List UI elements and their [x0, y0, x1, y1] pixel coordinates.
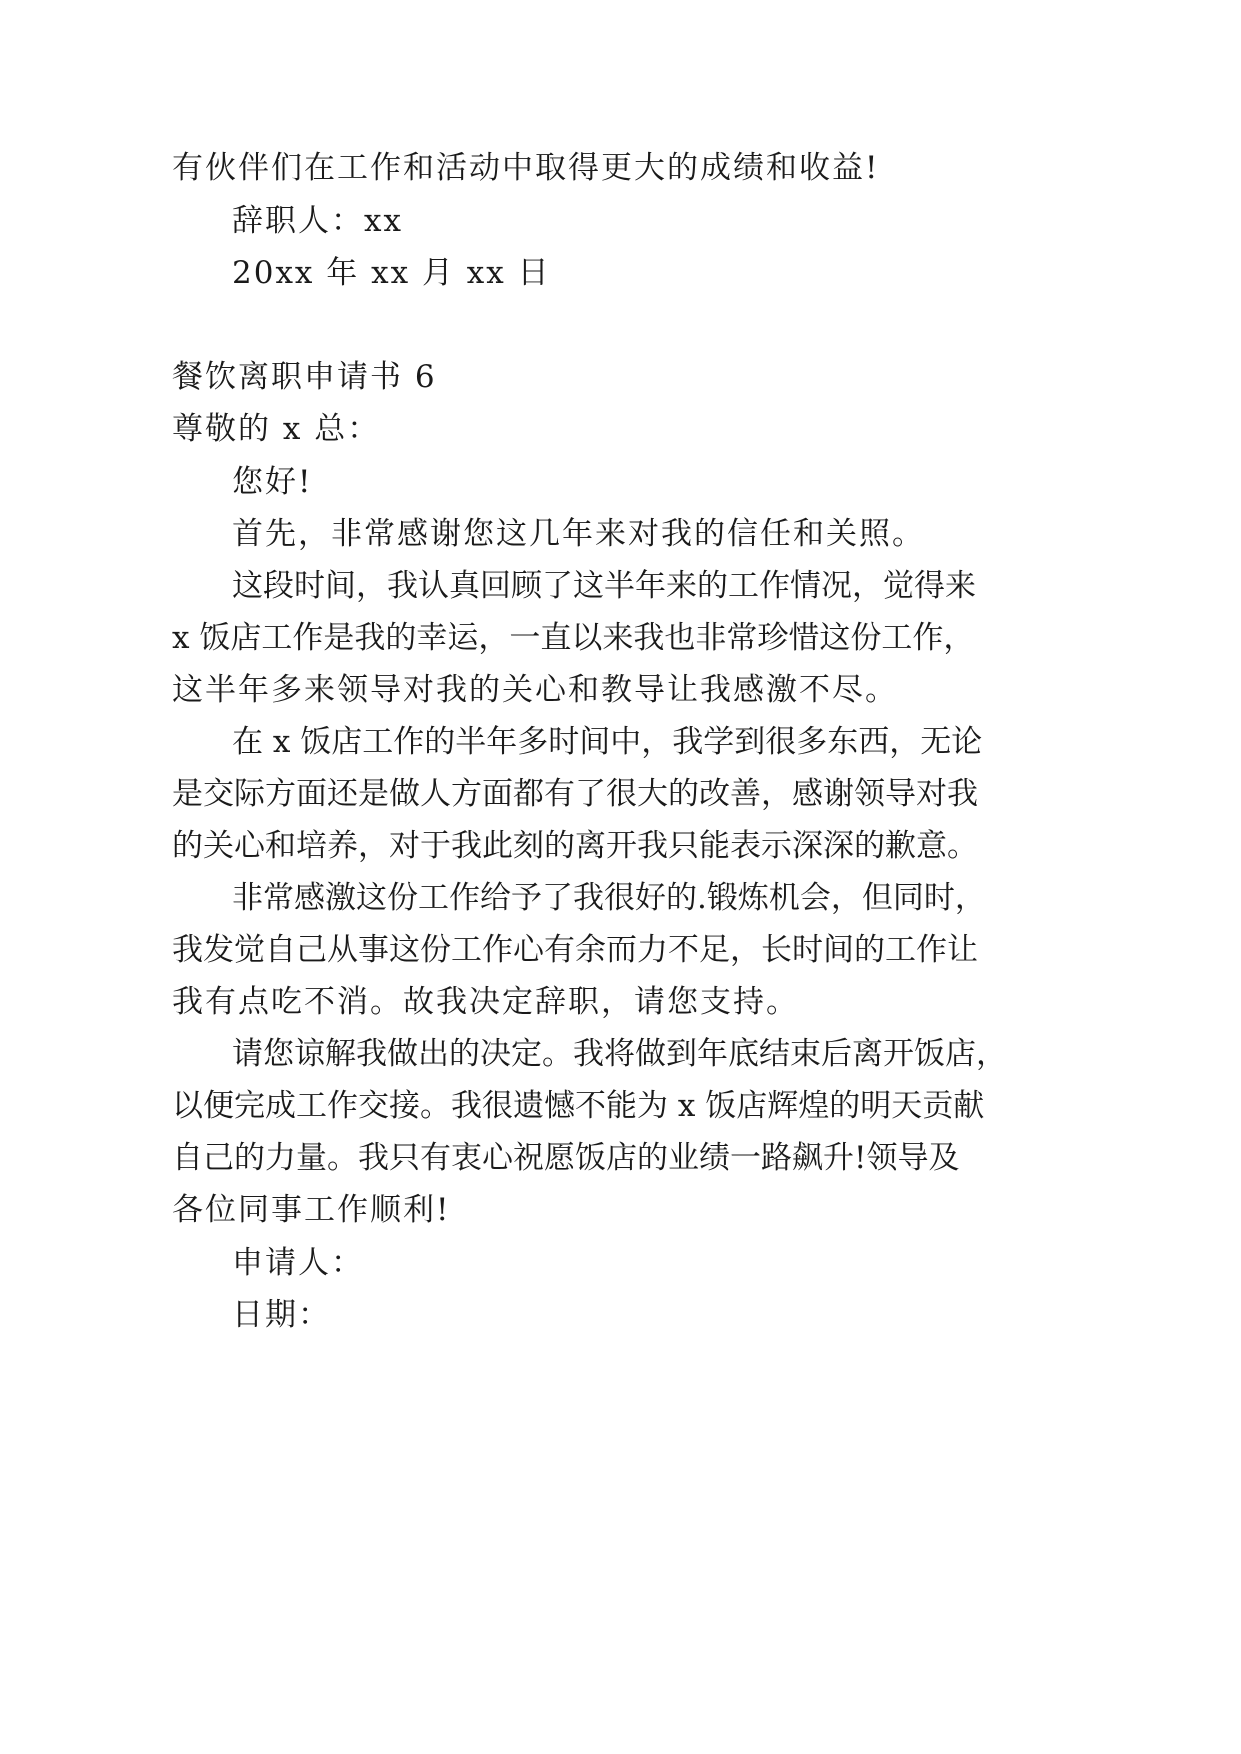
paragraph-4-line-1: 非常感激这份工作给予了我很好的.锻炼机会，但同时，: [232, 880, 986, 916]
paragraph-5-line-1: 请您谅解我做出的决定。我将做到年底结束后离开饭店，: [232, 1036, 1007, 1072]
paragraph-4-line-3: 我有点吃不消。故我决定辞职，请您支持。: [172, 984, 799, 1020]
paragraph-2-line-1: 这段时间，我认真回顾了这半年来的工作情况，觉得来: [232, 568, 976, 604]
paragraph-5-line-4: 各位同事工作顺利!: [172, 1192, 451, 1228]
previous-letter-closing-line: 有伙伴们在工作和活动中取得更大的成绩和收益!: [172, 150, 880, 186]
date-label: 日期：: [232, 1297, 331, 1333]
greeting: 您好!: [232, 464, 313, 500]
previous-letter-date: 20xx 年 xx 月 xx 日: [232, 255, 551, 291]
paragraph-5-line-3: 自己的力量。我只有衷心祝愿饭店的业绩一路飙升!领导及: [172, 1140, 960, 1176]
paragraph-3-line-1: 在 x 饭店工作的半年多时间中，我学到很多东西，无论: [232, 724, 983, 760]
paragraph-5-line-2: 以便完成工作交接。我很遗憾不能为 x 饭店辉煌的明天贡献: [172, 1088, 985, 1124]
paragraph-2-line-2: x 饭店工作是我的幸运，一直以来我也非常珍惜这份工作，: [172, 620, 975, 656]
letter-title: 餐饮离职申请书 6: [172, 359, 437, 395]
salutation: 尊敬的 x 总：: [172, 411, 381, 447]
paragraph-1-line-1: 首先，非常感谢您这几年来对我的信任和关照。: [232, 516, 925, 552]
paragraph-3-line-3: 的关心和培养，对于我此刻的离开我只能表示深深的歉意。: [172, 828, 978, 864]
paragraph-3-line-2: 是交际方面还是做人方面都有了很大的改善，感谢领导对我: [172, 776, 978, 812]
previous-letter-signer: 辞职人：xx: [232, 203, 403, 239]
applicant-label: 申请人：: [232, 1245, 364, 1281]
paragraph-2-line-3: 这半年多来领导对我的关心和教导让我感激不尽。: [172, 672, 898, 708]
paragraph-4-line-2: 我发觉自己从事这份工作心有余而力不足，长时间的工作让: [172, 932, 978, 968]
